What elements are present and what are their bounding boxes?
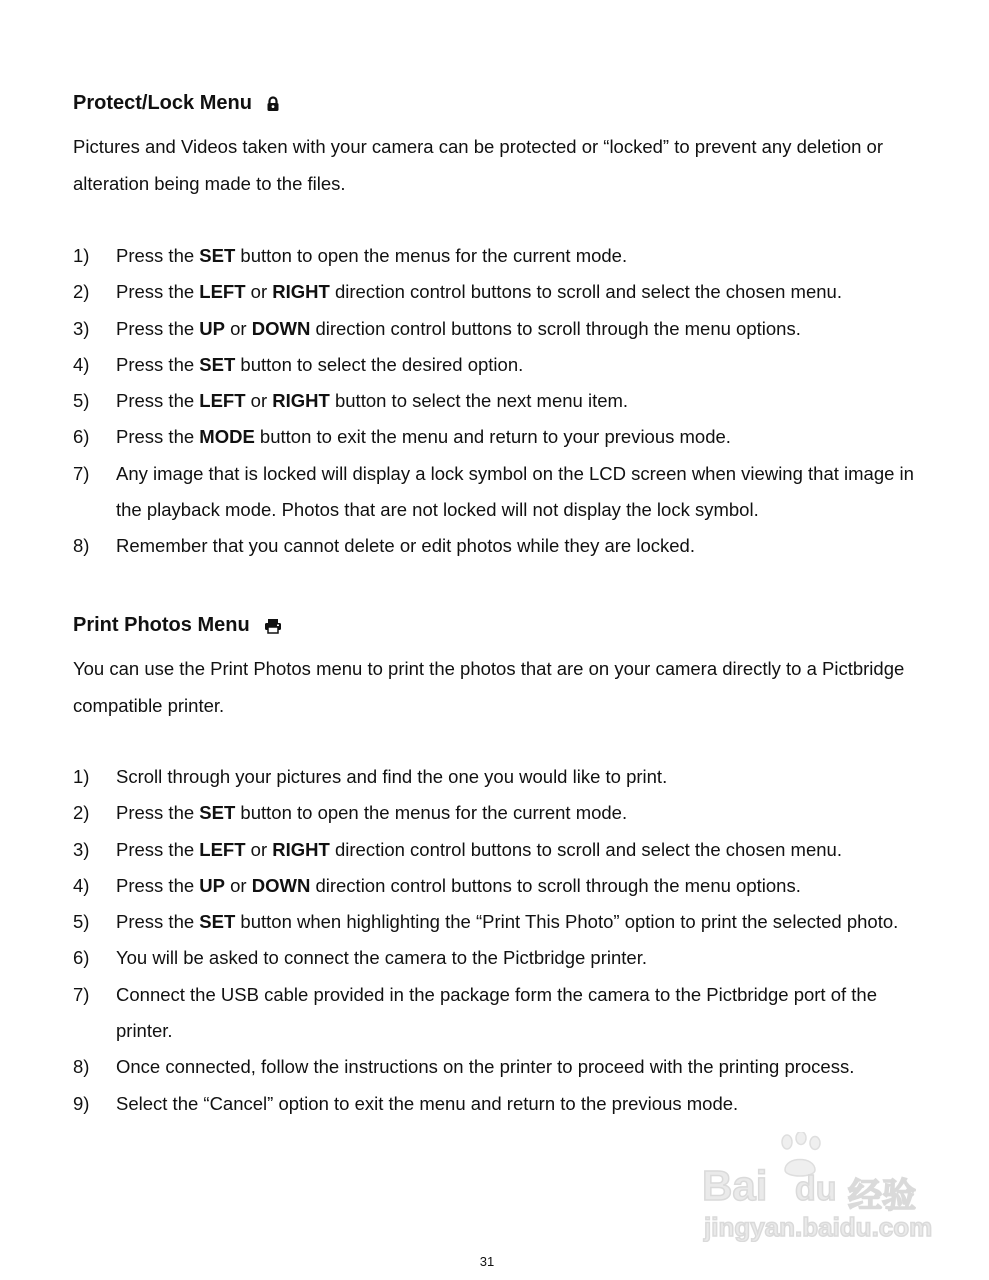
step-text-run: Press the: [116, 838, 200, 860]
step-item: [73, 456, 933, 529]
step-text: [116, 238, 933, 274]
steps-list-protect-lock: [73, 238, 933, 565]
section-title: Print Photos Menu: [73, 614, 250, 636]
watermark-brand-right: du: [795, 1170, 837, 1208]
step-text-run: direction control buttons to scroll and select the chosen menu.: [329, 281, 842, 303]
step-text: [116, 1086, 933, 1122]
watermark-brand-left: Bai: [702, 1162, 768, 1209]
step-text: [116, 347, 933, 383]
step-text-run: Press the: [116, 802, 200, 824]
step-text-run: Remember that you cannot delete or edit photos while they are locked.: [116, 535, 695, 557]
step-text-run: button to select the desired option.: [235, 353, 524, 375]
button-name: UP: [199, 317, 225, 339]
step-text-run: button when highlighting the “Print This Photo” option to print the selected photo.: [235, 911, 899, 933]
step-text-run: or: [245, 281, 273, 303]
step-item: [73, 868, 933, 904]
button-name: LEFT: [199, 838, 246, 860]
step-number: 7): [73, 462, 90, 484]
step-number: 9): [73, 1092, 90, 1114]
step-text: [116, 274, 933, 310]
step-text-run: or: [245, 390, 273, 412]
lock-icon: [266, 96, 280, 112]
step-text-run: direction control buttons to scroll through the menu options.: [310, 874, 801, 896]
step-item: [73, 940, 933, 976]
step-text-run: direction control buttons to scroll and select the chosen menu.: [329, 838, 842, 860]
step-text-run: button to open the menus for the current mode.: [235, 802, 628, 824]
step-text-run: Press the: [116, 353, 200, 375]
step-item: [73, 419, 933, 455]
step-number: 2): [73, 281, 90, 303]
button-name: RIGHT: [272, 390, 330, 412]
step-number: 4): [73, 353, 90, 375]
step-item: [73, 904, 933, 940]
button-name: DOWN: [251, 317, 311, 339]
step-text-run: Connect the USB cable provided in the package form the camera to the Pictbridge port of the printer.: [116, 983, 877, 1042]
step-text-run: Once connected, follow the instructions on the printer to proceed with the printing process.: [116, 1056, 855, 1078]
section-heading-print-photos: [73, 614, 282, 637]
step-text: [116, 528, 933, 564]
step-number: 6): [73, 947, 90, 969]
button-name: DOWN: [251, 874, 311, 896]
step-text: [116, 795, 933, 831]
step-item: [73, 1086, 933, 1122]
step-text-run: Press the: [116, 426, 200, 448]
step-item: [73, 977, 933, 1050]
step-text: [116, 383, 933, 419]
step-text: [116, 311, 933, 347]
step-number: 8): [73, 535, 90, 557]
steps-list-print-photos: [73, 759, 933, 1122]
step-text: [116, 1049, 933, 1085]
step-item: [73, 383, 933, 419]
step-number: 6): [73, 426, 90, 448]
step-number: 1): [73, 245, 90, 266]
step-text-run: direction control buttons to scroll through the menu options.: [310, 317, 801, 339]
step-text-run: Press the: [116, 317, 200, 339]
step-text-run: button to select the next menu item.: [329, 390, 629, 412]
step-text-run: Press the: [116, 390, 200, 412]
step-item: [73, 528, 933, 564]
step-number: 4): [73, 874, 90, 896]
button-name: RIGHT: [272, 281, 330, 303]
section-intro: You can use the Print Photos menu to print the photos that are on your camera directly to a Pictbridge compatible printer.: [73, 658, 905, 716]
watermark-brand-cn: 经验: [848, 1177, 916, 1215]
step-item: [73, 759, 933, 795]
step-text-run: button to exit the menu and return to your previous mode.: [254, 426, 731, 448]
step-item: [73, 311, 933, 347]
step-number: 2): [73, 802, 90, 824]
printer-icon: [264, 618, 282, 634]
step-number: 7): [73, 983, 90, 1005]
step-text-run: Press the: [116, 874, 200, 896]
step-text-run: Any image that is locked will display a lock symbol on the LCD screen when viewing that image in the playback mode. Photos that are not locked will not display the lock symbol.: [116, 462, 914, 521]
button-name: SET: [199, 911, 236, 933]
step-number: 8): [73, 1056, 90, 1078]
button-name: UP: [199, 874, 225, 896]
section-intro: Pictures and Videos taken with your camera can be protected or “locked” to prevent any deletion or alteration being made to the files.: [73, 136, 883, 194]
step-text-run: Press the: [116, 911, 200, 933]
section-heading-protect-lock: [73, 92, 280, 115]
step-item: [73, 238, 933, 274]
step-text-run: Press the: [116, 281, 200, 303]
step-text-run: button to open the menus for the current mode.: [235, 245, 628, 266]
watermark-url: jingyan.baidu.com: [704, 1212, 933, 1242]
step-number: 3): [73, 838, 90, 860]
step-text: [116, 904, 933, 940]
section-title: Protect/Lock Menu: [73, 92, 252, 114]
button-name: LEFT: [199, 281, 246, 303]
step-text: [116, 419, 933, 455]
step-text-run: You will be asked to connect the camera to the Pictbridge printer.: [116, 947, 647, 969]
step-number: 5): [73, 911, 90, 933]
step-number: 5): [73, 390, 90, 412]
step-text: [116, 456, 933, 529]
step-item: [73, 832, 933, 868]
baidu-jingyan-watermark: [700, 1130, 940, 1250]
button-name: SET: [199, 245, 236, 266]
step-text-run: or: [225, 874, 252, 896]
button-name: LEFT: [199, 390, 246, 412]
step-text-run: Select the “Cancel” option to exit the menu and return to the previous mode.: [116, 1092, 739, 1114]
step-text: [116, 759, 933, 795]
step-text-run: Scroll through your pictures and find the one you would like to print.: [116, 766, 668, 787]
button-name: SET: [199, 353, 236, 375]
step-item: [73, 274, 933, 310]
page-number: 31: [479, 1254, 495, 1269]
step-number: 3): [73, 317, 90, 339]
step-text: [116, 832, 933, 868]
step-item: [73, 795, 933, 831]
step-text-run: Press the: [116, 245, 200, 266]
step-text: [116, 868, 933, 904]
step-text: [116, 940, 933, 976]
step-text: [116, 977, 933, 1050]
button-name: RIGHT: [272, 838, 330, 860]
button-name: SET: [199, 802, 236, 824]
step-text-run: or: [245, 838, 273, 860]
step-item: [73, 347, 933, 383]
step-item: [73, 1049, 933, 1085]
step-number: 1): [73, 766, 90, 787]
step-text-run: or: [225, 317, 252, 339]
button-name: MODE: [199, 426, 255, 448]
